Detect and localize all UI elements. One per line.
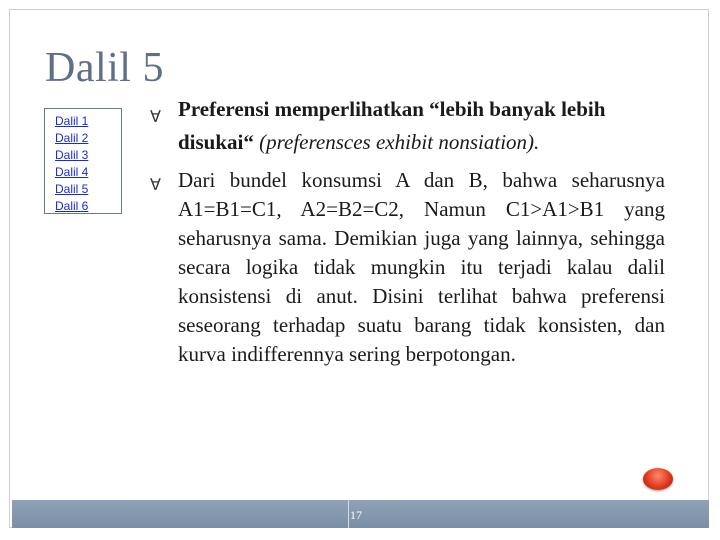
nav-link-dalil-2[interactable]: Dalil 2 (55, 131, 89, 145)
nav-link-dalil-5[interactable]: Dalil 5 (55, 182, 89, 196)
bullet-item-1 (150, 93, 665, 159)
checkbox-bullet-icon: ∀ (150, 107, 161, 126)
nav-link-dalil-3[interactable]: Dalil 3 (55, 148, 89, 162)
home-button-icon[interactable] (643, 468, 673, 490)
page-number: 17 (350, 508, 362, 522)
nav-link-dalil-4[interactable]: Dalil 4 (55, 165, 89, 179)
bullet-1-italic: (preferensces exhibit nonsiation). (259, 130, 540, 154)
bullet-2-text: Dari bundel konsumsi A dan B, bahwa seharusnya A1=B1=C1, A2=B2=C2, Namun C1>A1>B1 yang seharusnya sama. Demikian juga yang lainnya, sehingga secara logika tidak mungkin itu terjadi kalau dalil konsistensi di anut. Disini terlihat bahwa preferensi seseorang terhadap suatu barang tidak konsisten, dan kurva indifferennya sering berpotongan. (178, 168, 665, 366)
bullet-list (150, 93, 665, 369)
footer-divider (348, 500, 349, 528)
nav-link-dalil-6[interactable]: Dalil 6 (55, 199, 89, 213)
bullet-item-2 (150, 166, 665, 369)
bullet-1-text: Preferensi memperlihatkan “lebih banyak lebih disukai“ (178, 97, 606, 154)
checkbox-bullet-icon: ∀ (150, 175, 161, 194)
nav-link-dalil-1[interactable]: Dalil 1 (55, 114, 89, 128)
slide-title: Dalil 5 (45, 45, 164, 91)
dalil-nav-box (44, 108, 122, 214)
